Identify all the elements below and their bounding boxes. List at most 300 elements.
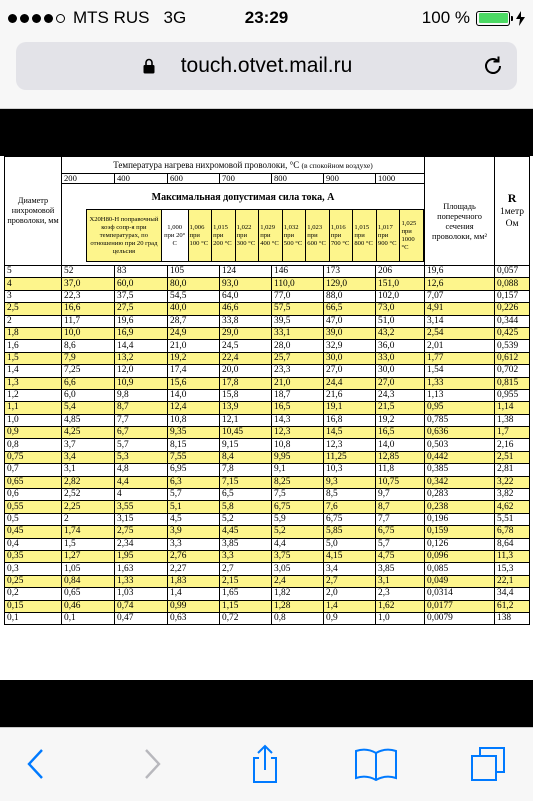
col-r-header: R 1метр Ом [495, 157, 530, 266]
coef-cell: 1,016 при 700 °С [329, 210, 353, 262]
table-cell: 0,0079 [425, 612, 495, 624]
table-cell: 37,0 [62, 278, 115, 290]
table-cell: 11,7 [62, 315, 115, 327]
table-cell: 30,0 [324, 352, 376, 364]
table-cell: 1,4 [324, 600, 376, 612]
table-cell: 43,2 [376, 327, 425, 339]
table-cell: 0,47 [115, 612, 168, 624]
table-cell: 0,65 [5, 476, 62, 488]
table-cell: 11,25 [324, 451, 376, 463]
table-cell: 10,45 [220, 427, 272, 439]
table-cell: 0,159 [425, 526, 495, 538]
table-cell: 10,8 [272, 439, 324, 451]
table-cell: 60,0 [115, 278, 168, 290]
table-cell: 1,0 [376, 612, 425, 624]
table-cell: 1,5 [5, 352, 62, 364]
table-cell: 27,0 [376, 377, 425, 389]
table-cell: 0,085 [425, 563, 495, 575]
table-cell: 3,82 [495, 489, 530, 501]
table-cell: 8,64 [495, 538, 530, 550]
table-cell: 5,2 [272, 526, 324, 538]
back-icon [26, 748, 46, 780]
col-diameter-header: Диаметр нихромовой проволоки, мм [5, 157, 62, 266]
table-cell: 8,15 [168, 439, 220, 451]
table-row [5, 290, 530, 302]
table-cell: 10,3 [324, 464, 376, 476]
temperature-header: Температура нагрева нихромовой проволоки, °С (в спокойном воздухе) [62, 157, 425, 174]
table-cell: 27,0 [324, 365, 376, 377]
table-cell: 3,05 [272, 563, 324, 575]
bookmarks-button[interactable] [354, 742, 398, 786]
table-cell: 3,14 [425, 315, 495, 327]
table-cell: 5,7 [376, 538, 425, 550]
table-cell: 110,0 [272, 278, 324, 290]
table-cell: 0,25 [5, 575, 62, 587]
table-cell: 4,5 [168, 513, 220, 525]
table-cell: 3,1 [62, 464, 115, 476]
table-cell: 0,425 [495, 327, 530, 339]
table-row [5, 612, 530, 624]
table-cell: 21,0 [168, 340, 220, 352]
table-cell: 4,75 [376, 550, 425, 562]
table-cell: 29,0 [220, 327, 272, 339]
table-cell: 0,088 [495, 278, 530, 290]
table-cell: 0,35 [5, 550, 62, 562]
table-row [5, 278, 530, 290]
table-cell: 24,4 [324, 377, 376, 389]
table-cell: 0,72 [220, 612, 272, 624]
nichrome-table [4, 156, 530, 625]
table-cell: 0,196 [425, 513, 495, 525]
table-cell: 0,5 [5, 513, 62, 525]
table-cell: 0,0314 [425, 588, 495, 600]
table-cell: 28,7 [168, 315, 220, 327]
table-cell: 21,5 [376, 402, 425, 414]
table-cell: 3,4 [62, 451, 115, 463]
table-cell: 1,27 [62, 550, 115, 562]
table-cell: 7,5 [272, 489, 324, 501]
table-cell: 0,238 [425, 501, 495, 513]
table-cell: 10,75 [376, 476, 425, 488]
table-cell: 1,82 [272, 588, 324, 600]
table-cell: 2,76 [168, 550, 220, 562]
table-cell: 9,7 [376, 489, 425, 501]
table-cell: 80,0 [168, 278, 220, 290]
table-cell: 3,9 [168, 526, 220, 538]
table-cell: 2,15 [220, 575, 272, 587]
table-cell: 2,16 [495, 439, 530, 451]
table-cell: 0,1 [62, 612, 115, 624]
coef-cell: 1,015 при 800 °С [353, 210, 377, 262]
table-cell: 0,45 [5, 526, 62, 538]
table-row [5, 327, 530, 339]
table-cell: 1,62 [376, 600, 425, 612]
table-row [5, 600, 530, 612]
table-cell: 2 [5, 315, 62, 327]
table-cell: 0,74 [115, 600, 168, 612]
share-button[interactable] [243, 742, 287, 786]
charging-icon [516, 11, 525, 26]
coef-cell: 1,032 при 500 °С [282, 210, 306, 262]
table-cell: 19,2 [168, 352, 220, 364]
table-cell: 73,0 [376, 303, 425, 315]
table-cell: 0,95 [425, 402, 495, 414]
table-cell: 14,4 [115, 340, 168, 352]
table-cell: 4,8 [115, 464, 168, 476]
table-cell: 0,4 [5, 538, 62, 550]
table-cell: 52 [62, 266, 115, 278]
table-row [5, 575, 530, 587]
table-cell: 2,52 [62, 489, 115, 501]
table-cell: 24,5 [220, 340, 272, 352]
table-cell: 13,2 [115, 352, 168, 364]
table-cell: 105 [168, 266, 220, 278]
table-cell: 83 [115, 266, 168, 278]
table-cell: 6,75 [324, 513, 376, 525]
table-cell: 2,82 [62, 476, 115, 488]
table-cell: 5,3 [115, 451, 168, 463]
table-cell: 2,81 [495, 464, 530, 476]
table-cell: 0,99 [168, 600, 220, 612]
table-cell: 4,15 [324, 550, 376, 562]
table-cell: 2,01 [425, 340, 495, 352]
table-cell: 57,5 [272, 303, 324, 315]
table-cell: 39,0 [324, 327, 376, 339]
table-row [5, 526, 530, 538]
table-cell: 0,057 [495, 266, 530, 278]
table-cell: 33,0 [376, 352, 425, 364]
table-cell: 40,0 [168, 303, 220, 315]
table-cell: 0,955 [495, 389, 530, 401]
table-cell: 19,2 [376, 414, 425, 426]
table-cell: 4,4 [115, 476, 168, 488]
table-cell: 16,6 [62, 303, 115, 315]
share-icon [249, 744, 281, 784]
table-cell: 3,4 [324, 563, 376, 575]
table-cell: 27,5 [115, 303, 168, 315]
table-cell: 5,85 [324, 526, 376, 538]
table-row [5, 563, 530, 575]
table-cell: 32,9 [324, 340, 376, 352]
table-cell: 0,15 [5, 600, 62, 612]
table-cell: 33,1 [272, 327, 324, 339]
table-cell: 10,9 [115, 377, 168, 389]
table-cell: 16,9 [115, 327, 168, 339]
url-text: touch.otvet.mail.ru [180, 54, 353, 77]
coef-description: Х20Н80-Н поправочный коэф сопр-я при температурах, по отношению при 20 град цельсия [87, 210, 162, 262]
table-cell: 0,84 [62, 575, 115, 587]
table-cell: 0,8 [5, 439, 62, 451]
table-cell: 66,5 [324, 303, 376, 315]
table-cell: 24,3 [376, 389, 425, 401]
table-cell: 6,75 [272, 501, 324, 513]
table-cell: 12,4 [168, 402, 220, 414]
table-cell: 6,6 [62, 377, 115, 389]
table-row [5, 414, 530, 426]
table-row [5, 476, 530, 488]
table-cell: 3 [5, 290, 62, 302]
network-type: 3G [163, 8, 187, 27]
table-cell: 6,0 [62, 389, 115, 401]
table-cell: 4,25 [62, 427, 115, 439]
table-cell: 47,0 [324, 315, 376, 327]
table-cell: 7,55 [168, 451, 220, 463]
table-cell: 13,9 [220, 402, 272, 414]
table-cell: 1,33 [425, 377, 495, 389]
table-cell: 2,3 [376, 588, 425, 600]
table-cell: 23,3 [272, 365, 324, 377]
table-cell: 12,0 [115, 365, 168, 377]
table-cell: 0,55 [5, 501, 62, 513]
table-row [5, 538, 530, 550]
table-cell: 2,7 [324, 575, 376, 587]
table-cell: 2,5 [5, 303, 62, 315]
temperature-label: 600 [168, 174, 220, 184]
reload-icon[interactable] [481, 54, 505, 78]
table-cell: 1,6 [5, 340, 62, 352]
table-cell: 146 [272, 266, 324, 278]
table-cell: 0,226 [495, 303, 530, 315]
table-cell: 46,6 [220, 303, 272, 315]
table-cell: 25,7 [272, 352, 324, 364]
table-cell: 21,6 [324, 389, 376, 401]
table-cell: 4,4 [272, 538, 324, 550]
clock: 23:29 [244, 8, 289, 27]
table-cell: 1,74 [62, 526, 115, 538]
table-cell: 7,6 [324, 501, 376, 513]
table-cell: 1,05 [62, 563, 115, 575]
table-cell: 0,612 [495, 352, 530, 364]
table-cell: 2,7 [220, 563, 272, 575]
table-row [5, 315, 530, 327]
table-cell: 2,34 [115, 538, 168, 550]
table-cell: 8,6 [62, 340, 115, 352]
table-cell: 4,45 [220, 526, 272, 538]
table-cell: 19,6 [425, 266, 495, 278]
table-cell: 5,0 [324, 538, 376, 550]
table-cell: 12,6 [425, 278, 495, 290]
table-cell: 7,15 [220, 476, 272, 488]
table-cell: 129,0 [324, 278, 376, 290]
table-cell: 2,54 [425, 327, 495, 339]
tabs-button[interactable] [466, 742, 510, 786]
table-cell: 14,0 [168, 389, 220, 401]
table-cell: 7,7 [115, 414, 168, 426]
table-cell: 0,9 [324, 612, 376, 624]
table-cell: 4,62 [495, 501, 530, 513]
table-cell: 1,1 [5, 402, 62, 414]
table-cell: 0,815 [495, 377, 530, 389]
table-cell: 0,096 [425, 550, 495, 562]
table-cell: 28,0 [272, 340, 324, 352]
coef-cell: 1,022 при 300 °С [235, 210, 259, 262]
table-cell: 173 [324, 266, 376, 278]
table-cell: 3,3 [168, 538, 220, 550]
table-cell: 21,0 [272, 377, 324, 389]
table-cell: 0,46 [62, 600, 115, 612]
current-header [62, 184, 425, 266]
table-cell: 5,8 [220, 501, 272, 513]
table-row [5, 588, 530, 600]
coef-cell: 1,015 при 200 °С [212, 210, 236, 262]
coef-cell: 1,029 при 400 °С [259, 210, 283, 262]
temperature-label: 700 [220, 174, 272, 184]
table-cell: 8,25 [272, 476, 324, 488]
table-cell: 3,3 [220, 550, 272, 562]
table-cell: 0,344 [495, 315, 530, 327]
table-cell: 0,63 [168, 612, 220, 624]
table-row [5, 489, 530, 501]
table-cell: 0,6 [5, 489, 62, 501]
table-cell: 37,5 [115, 290, 168, 302]
table-cell: 5,2 [220, 513, 272, 525]
forward-button[interactable] [130, 742, 174, 786]
table-row [5, 427, 530, 439]
table-cell: 6,5 [220, 489, 272, 501]
table-cell: 34,4 [495, 588, 530, 600]
col-area-header: Площадь поперечного сечения проволоки, мм² [425, 157, 495, 266]
table-cell: 3,7 [62, 439, 115, 451]
table-cell: 0,157 [495, 290, 530, 302]
table-cell: 0,65 [62, 588, 115, 600]
table-cell: 54,5 [168, 290, 220, 302]
table-cell: 14,5 [324, 427, 376, 439]
table-cell: 12,3 [272, 427, 324, 439]
status-bar [0, 0, 533, 36]
battery-icon [476, 11, 510, 26]
table-row [5, 439, 530, 451]
table-cell: 1,33 [115, 575, 168, 587]
battery-percent: 100 % [421, 8, 470, 27]
table-cell: 0,702 [495, 365, 530, 377]
table-cell: 17,4 [168, 365, 220, 377]
table-cell: 1,95 [115, 550, 168, 562]
table-cell: 0,385 [425, 464, 495, 476]
table-cell: 3,22 [495, 476, 530, 488]
table-row [5, 402, 530, 414]
table-cell: 3,55 [115, 501, 168, 513]
table-cell: 17,8 [220, 377, 272, 389]
table-cell: 30,0 [376, 365, 425, 377]
table-cell: 4 [5, 278, 62, 290]
table-cell: 1,65 [220, 588, 272, 600]
temperature-label: 900 [324, 174, 376, 184]
table-cell: 5,4 [62, 402, 115, 414]
table-cell: 11,8 [376, 464, 425, 476]
table-cell: 11,3 [495, 550, 530, 562]
table-cell: 19,1 [324, 402, 376, 414]
coef-cell: 1,025 при 1000 °С [400, 210, 424, 262]
table-cell: 12,85 [376, 451, 425, 463]
table-cell: 39,5 [272, 315, 324, 327]
table-cell: 1,14 [495, 402, 530, 414]
table-cell: 4,85 [62, 414, 115, 426]
table-cell: 5,9 [272, 513, 324, 525]
table-cell: 61,2 [495, 600, 530, 612]
table-row [5, 340, 530, 352]
table-cell: 10,0 [62, 327, 115, 339]
table-cell: 2 [62, 513, 115, 525]
table-cell: 2,4 [272, 575, 324, 587]
table-cell: 12,3 [324, 439, 376, 451]
table-cell: 3,1 [376, 575, 425, 587]
table-cell: 1,03 [115, 588, 168, 600]
bookmarks-icon [354, 747, 398, 781]
carrier-name: MTS RUS [73, 8, 150, 27]
table-cell: 1,5 [62, 538, 115, 550]
table-cell: 0,785 [425, 414, 495, 426]
table-cell: 6,78 [495, 526, 530, 538]
table-cell: 18,7 [272, 389, 324, 401]
table-cell: 3,15 [115, 513, 168, 525]
table-cell: 6,75 [376, 526, 425, 538]
table-cell: 0,049 [425, 575, 495, 587]
table-cell: 10,8 [168, 414, 220, 426]
temperature-label: 400 [115, 174, 168, 184]
table-row [5, 389, 530, 401]
table-cell: 15,3 [495, 563, 530, 575]
back-button[interactable] [14, 742, 58, 786]
table-cell: 102,0 [376, 290, 425, 302]
table-cell: 0,503 [425, 439, 495, 451]
table-cell: 1,4 [168, 588, 220, 600]
table-cell: 8,7 [115, 402, 168, 414]
table-cell: 8,4 [220, 451, 272, 463]
table-cell: 206 [376, 266, 425, 278]
coef-cell: 1,023 при 600 °С [306, 210, 330, 262]
table-cell: 19,6 [115, 315, 168, 327]
table-cell: 2,51 [495, 451, 530, 463]
table-cell: 1,83 [168, 575, 220, 587]
table-cell: 9,1 [272, 464, 324, 476]
coef-cell: 1,006 при 100 °С [188, 210, 212, 262]
table-cell: 9,95 [272, 451, 324, 463]
table-cell: 1,2 [5, 389, 62, 401]
table-cell: 1,0 [5, 414, 62, 426]
table-cell: 7,9 [62, 352, 115, 364]
table-cell: 22,3 [62, 290, 115, 302]
table-cell: 1,38 [495, 414, 530, 426]
coef-table [86, 209, 424, 262]
table-cell: 77,0 [272, 290, 324, 302]
table-cell: 0,1 [5, 612, 62, 624]
table-cell: 20,0 [220, 365, 272, 377]
temperature-label: 1000 [376, 174, 425, 184]
table-row [5, 513, 530, 525]
table-cell: 14,0 [376, 439, 425, 451]
table-cell: 7,07 [425, 290, 495, 302]
table-cell: 0,126 [425, 538, 495, 550]
table-cell: 16,5 [376, 427, 425, 439]
coef-base: 1,000 при 20° С [161, 210, 188, 262]
table-cell: 1,4 [5, 365, 62, 377]
table-cell: 16,5 [272, 402, 324, 414]
address-bar[interactable] [16, 42, 517, 90]
table-cell: 1,3 [5, 377, 62, 389]
table-row [5, 501, 530, 513]
table-cell: 0,7 [5, 464, 62, 476]
temperature-label: 800 [272, 174, 324, 184]
table-cell: 1,8 [5, 327, 62, 339]
temperature-label: 200 [62, 174, 115, 184]
table-cell: 15,8 [220, 389, 272, 401]
table-cell: 7,25 [62, 365, 115, 377]
table-cell: 22,4 [220, 352, 272, 364]
table-cell: 0,539 [495, 340, 530, 352]
table-cell: 1,63 [115, 563, 168, 575]
browser-address-area [0, 36, 533, 109]
table-cell: 4 [115, 489, 168, 501]
